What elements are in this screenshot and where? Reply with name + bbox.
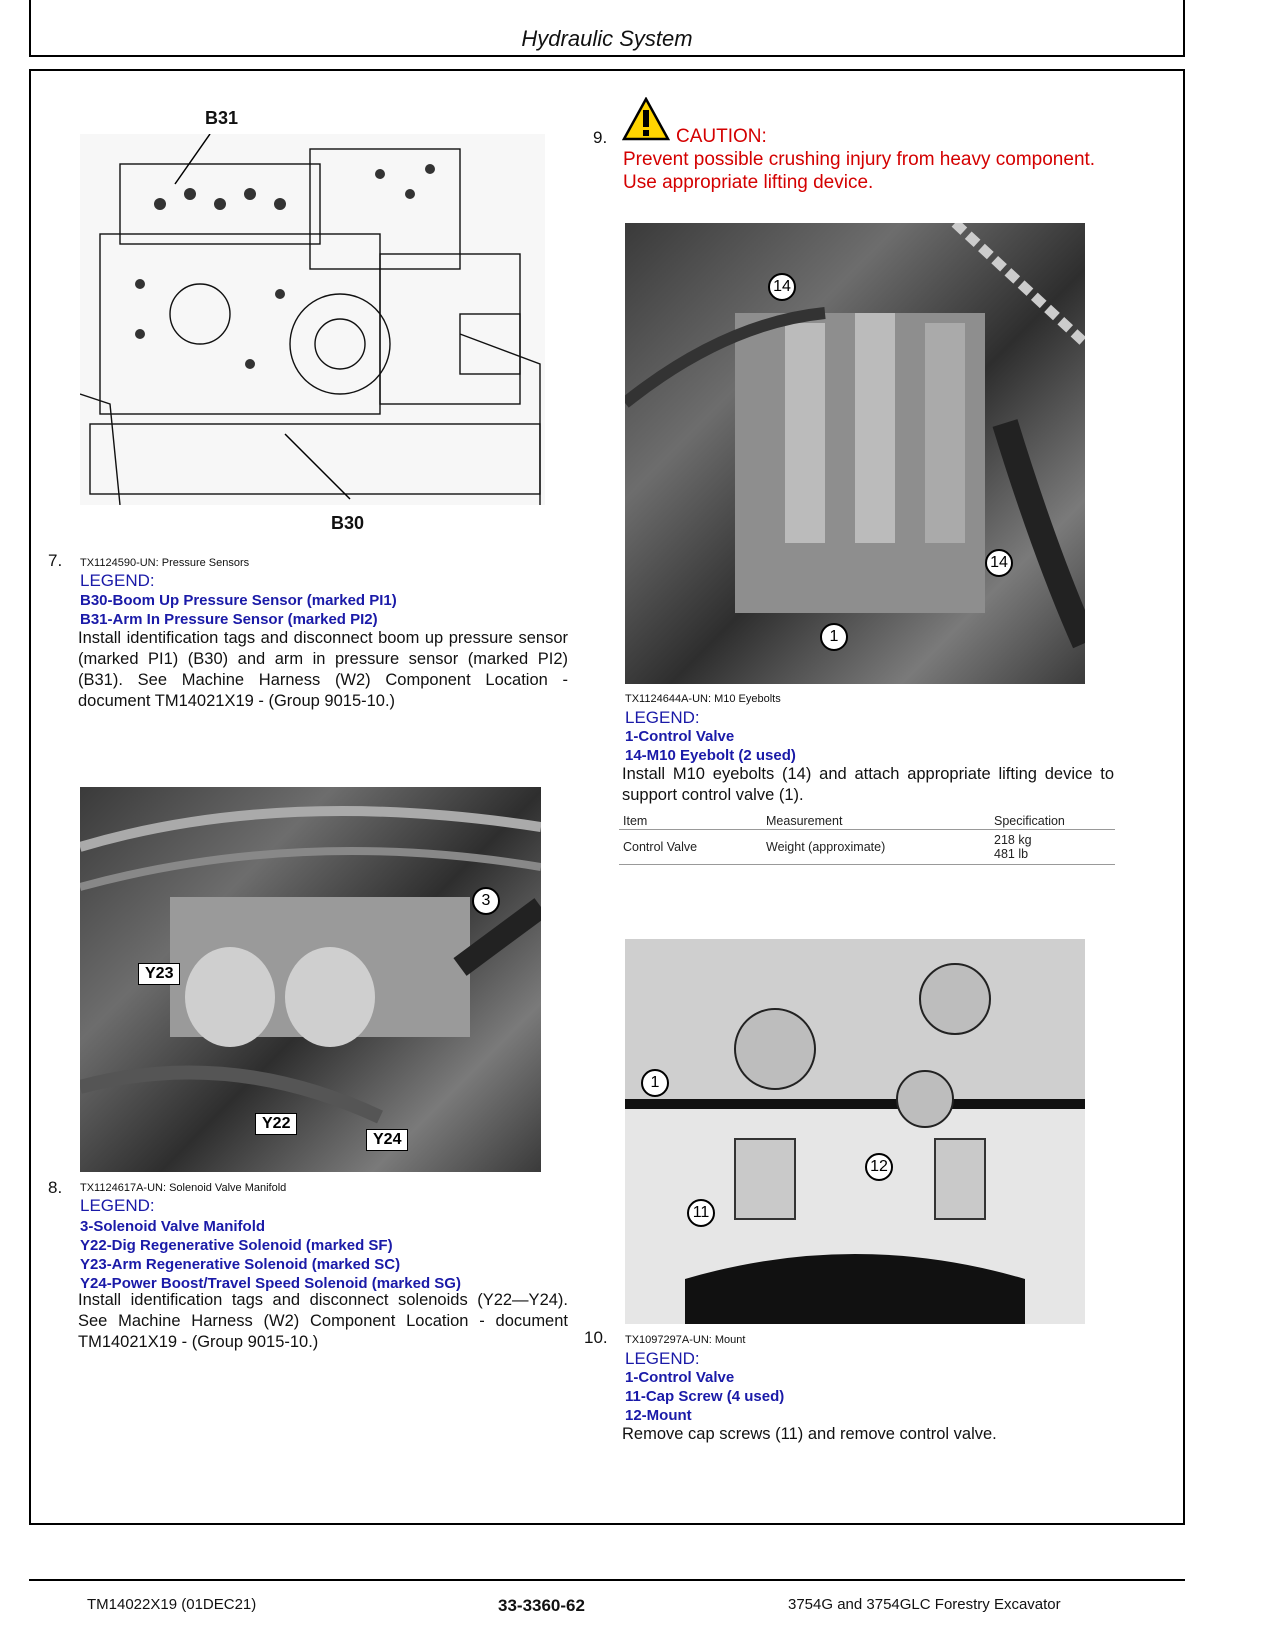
legend-item: 1-Control Valve [625,1369,735,1386]
table-cell: Control Valve [619,830,762,865]
table-cell: Weight (approximate) [762,830,990,865]
legend-title: LEGEND: [625,708,700,727]
pressure-sensors-figure [80,134,545,505]
callout-14: 14 [768,273,796,301]
legend-item: Y24-Power Boost/Travel Speed Solenoid (marked SG) [80,1275,461,1292]
callout-14: 14 [985,549,1013,577]
callout-12: 12 [865,1153,893,1181]
label-b31: B31 [205,108,239,128]
step-number: 7. [48,551,63,570]
legend-item: B31-Arm In Pressure Sensor (marked PI2) [80,611,378,628]
figure-caption: TX1124590-UN: Pressure Sensors [80,557,250,569]
figure-caption: TX1124617A-UN: Solenoid Valve Manifold [80,1182,287,1194]
document-id: TM14022X19 (01DEC21) [87,1596,257,1613]
legend-title: LEGEND: [625,1349,700,1368]
legend-item: 14-M10 Eyebolt (2 used) [625,747,796,764]
figure-caption: TX1097297A-UN: Mount [625,1334,746,1346]
specification-table [619,812,1115,865]
legend-list [80,1217,580,1293]
caution-text: Prevent possible crushing injury from heavy component. [623,149,1096,170]
table-cell [990,830,1115,865]
caution-text: Use appropriate lifting device. [623,172,874,193]
spec-value: 218 kg [994,833,1032,847]
page-number: 33-3360-62 [498,1596,585,1615]
legend-title: LEGEND: [80,571,155,590]
label-y22: Y22 [255,1113,297,1135]
column-header: Measurement [762,812,990,830]
instruction-text: Install identification tags and disconnect solenoids (Y22—Y24). See Machine Harness (W2) Component Location - document TM14021X19 - (Group 9015-10.) [78,1291,568,1351]
legend-list [625,1368,1125,1425]
table-row [619,830,1115,865]
table-header-row [619,812,1115,830]
step-number: 9. [593,128,608,147]
spec-value: 481 lb [994,847,1029,861]
caution-title: CAUTION: [676,126,767,147]
legend-title: LEGEND: [80,1196,155,1215]
label-y23: Y23 [138,963,180,985]
callout-11: 11 [687,1199,715,1227]
callout-1: 1 [641,1069,669,1097]
legend-list [625,727,1125,765]
footer-divider [29,1579,1185,1581]
legend-item: Y22-Dig Regenerative Solenoid (marked SF) [80,1237,393,1254]
legend-item: 11-Cap Screw (4 used) [625,1388,785,1405]
page-title: Hydraulic System [521,26,693,51]
label-y24: Y24 [366,1129,408,1151]
solenoid-manifold-photo [80,787,541,1172]
mount-photo [625,939,1085,1324]
instruction-text: Install M10 eyebolts (14) and attach appropriate lifting device to support control valve (1). [622,765,1114,804]
column-header: Item [619,812,762,830]
label-b30: B30 [331,513,365,533]
eyebolts-photo [625,223,1085,684]
step-number: 10. [584,1328,608,1347]
instruction-text: Install identification tags and disconnect boom up pressure sensor (marked PI1) (B30) and arm in pressure sensor (marked PI2) (B31). See Machine Harness (W2) Component Location - document TM14021X19 - (Group 9015-10.) [78,629,568,710]
figure-caption: TX1124644A-UN: M10 Eyebolts [625,693,781,705]
legend-item: 12-Mount [625,1407,692,1424]
callout-3: 3 [472,887,500,915]
legend-list [80,591,580,629]
legend-item: 3-Solenoid Valve Manifold [80,1218,266,1235]
callout-1: 1 [820,623,848,651]
legend-item: B30-Boom Up Pressure Sensor (marked PI1) [80,592,397,609]
legend-item: Y23-Arm Regenerative Solenoid (marked SC) [80,1256,401,1273]
step-number: 8. [48,1178,63,1197]
machine-model: 3754G and 3754GLC Forestry Excavator [788,1596,1061,1613]
legend-item: 1-Control Valve [625,728,735,745]
warning-triangle-icon [622,97,670,146]
instruction-text: Remove cap screws (11) and remove control valve. [622,1425,997,1443]
column-header: Specification [990,812,1115,830]
